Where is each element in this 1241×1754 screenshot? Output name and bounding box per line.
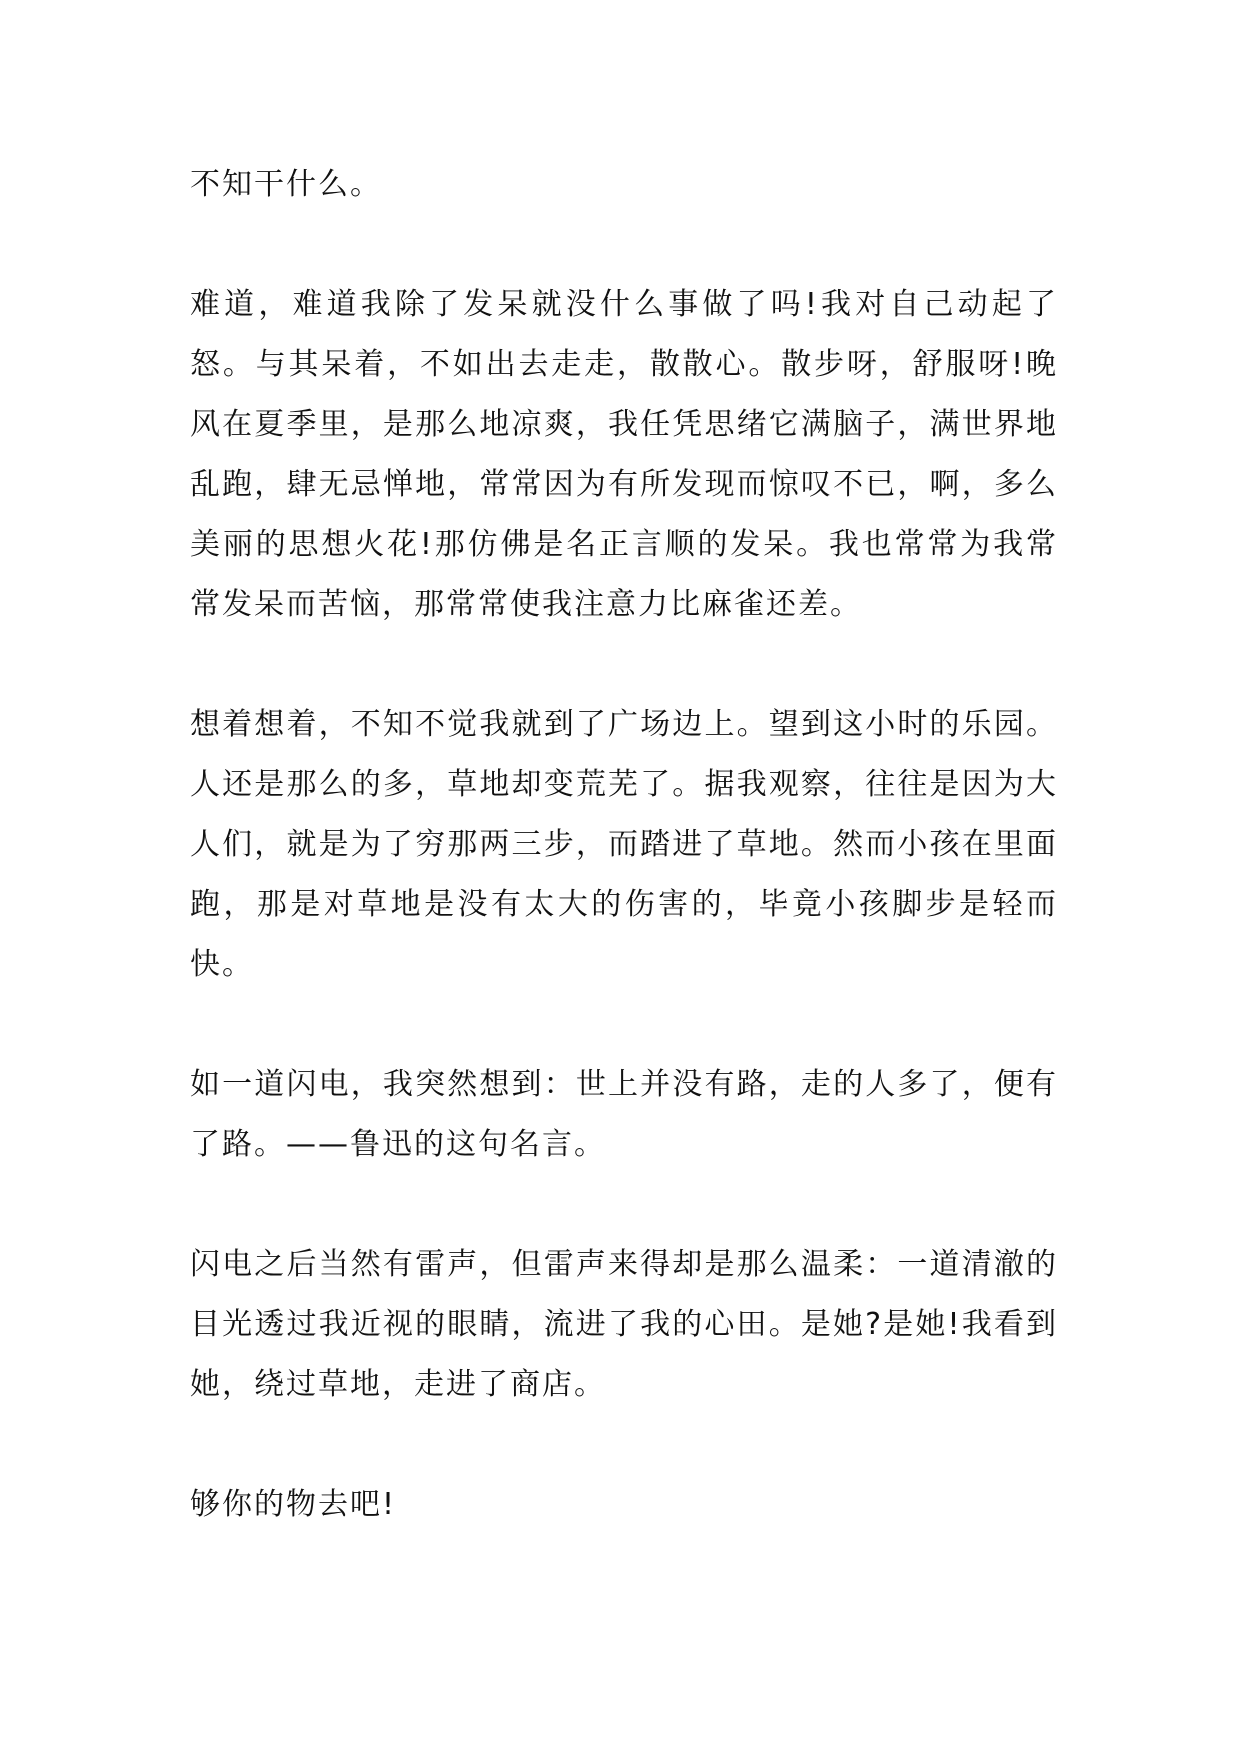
paragraph-2: 难道，难道我除了发呆就没什么事做了吗!我对自己动起了怒。与其呆着，不如出去走走，散散心。散步呀，舒服呀!晚风在夏季里，是那么地凉爽，我任凭思绪它满脑子，满世界地乱跑，肆无忌惮地，常常因为有所发现而惊叹不已，啊，多么美丽的思想火花!那仿佛是名正言顺的发呆。我也常常为我常常发呆而苦恼，那常常使我注意力比麻雀还差。 (190, 287, 1058, 622)
paragraph-3: 想着想着，不知不觉我就到了广场边上。望到这小时的乐园。人还是那么的多，草地却变荒芜了。据我观察，往往是因为大人们，就是为了穷那两三步，而踏进了草地。然而小孩在里面跑，那是对草地是没有太大的伤害的，毕竟小孩脚步是轻而快。 (190, 707, 1058, 982)
paragraph-1: 不知干什么。 (190, 167, 382, 202)
paragraph-6: 够你的物去吧! (190, 1487, 397, 1522)
paragraph-4: 如一道闪电，我突然想到：世上并没有路，走的人多了，便有了路。——鲁迅的这句名言。 (190, 1067, 1058, 1162)
paragraph-5: 闪电之后当然有雷声，但雷声来得却是那么温柔：一道清澈的目光透过我近视的眼睛，流进了我的心田。是她?是她!我看到她，绕过草地，走进了商店。 (190, 1247, 1058, 1402)
document-body (190, 155, 1058, 1535)
